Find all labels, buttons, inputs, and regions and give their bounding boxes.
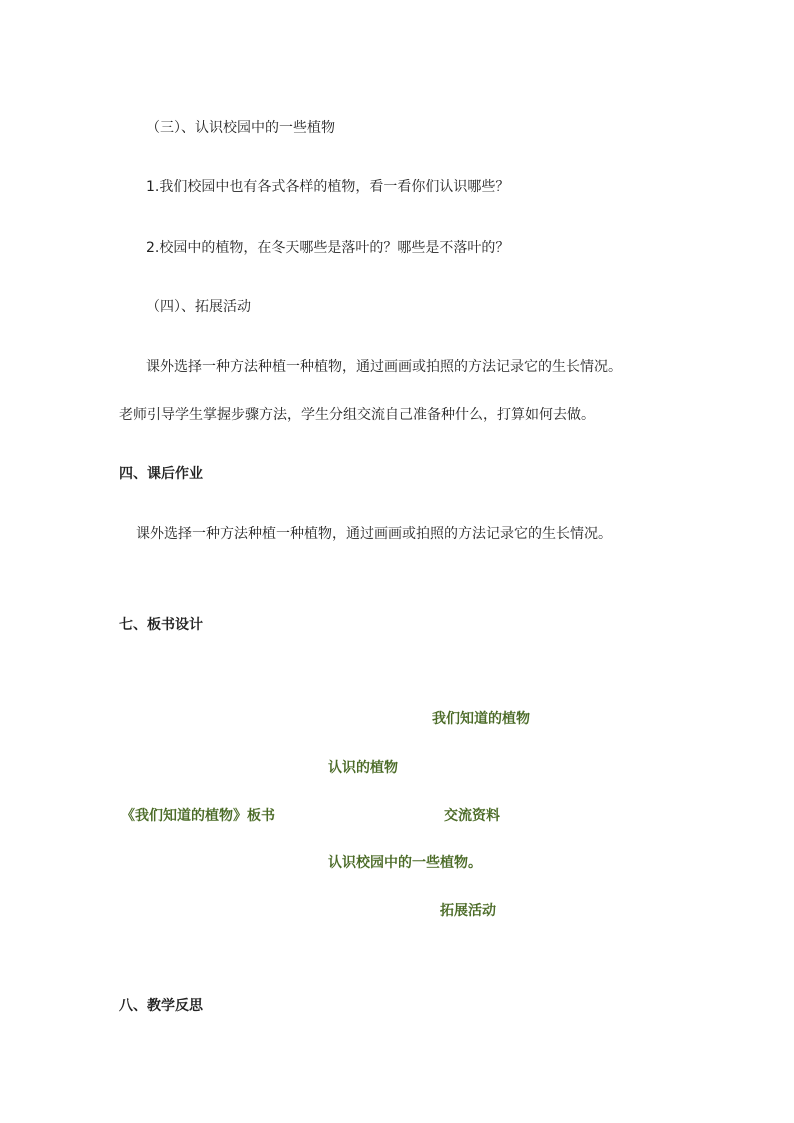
subheading-section-4: （四）、拓展活动	[146, 299, 251, 315]
question-1: 1.我们校园中也有各式各样的植物，看一看你们认识哪些？	[146, 179, 510, 195]
homework-text: 课外选择一种方法种植一种植物，通过画画或拍照的方法记录它的生长情况。	[136, 526, 612, 542]
question-2: 2.校园中的植物，在冬天哪些是落叶的？哪些是不落叶的？	[146, 240, 510, 256]
board-item-known-plants: 认识的植物	[328, 760, 398, 776]
board-title: 我们知道的植物	[432, 711, 530, 727]
subheading-section-3: （三）、认识校园中的一些植物	[146, 120, 335, 136]
board-design-heading: 七、板书设计	[119, 617, 203, 633]
board-item-extension-activity: 拓展活动	[440, 903, 496, 919]
board-item-campus-plants: 认识校园中的一些植物。	[328, 855, 482, 871]
board-book-label: 《我们知道的植物》板书	[121, 808, 275, 824]
board-item-exchange-materials: 交流资料	[444, 808, 500, 824]
extension-paragraph: 课外选择一种方法种植一种植物，通过画画或拍照的方法记录它的生长情况。	[146, 359, 622, 375]
teaching-reflection-heading: 八、教学反思	[119, 998, 203, 1014]
teacher-guidance-paragraph: 老师引导学生掌握步骤方法，学生分组交流自己准备种什么，打算如何去做。	[119, 407, 595, 423]
homework-heading: 四、课后作业	[119, 466, 203, 482]
